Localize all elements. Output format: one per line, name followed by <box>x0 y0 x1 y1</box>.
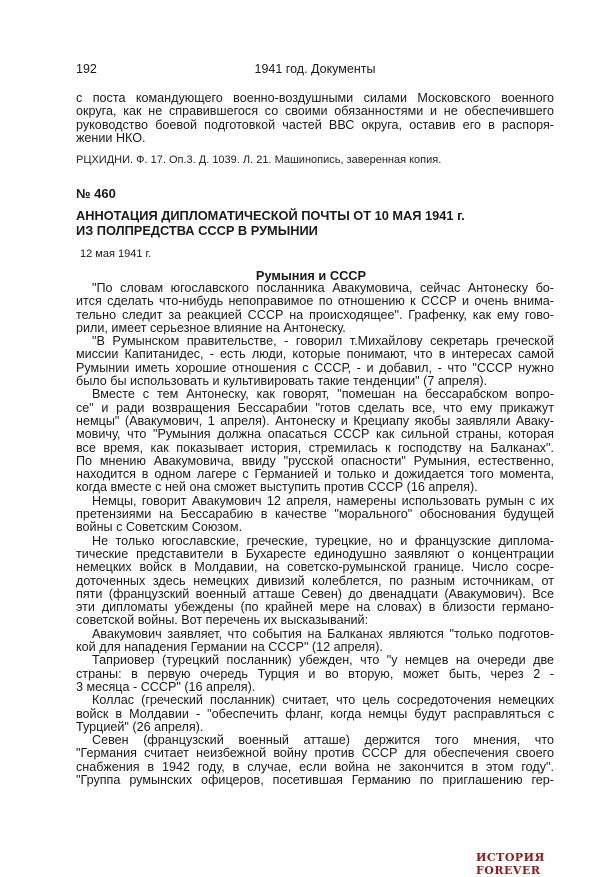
paragraph <box>76 335 554 388</box>
text-line: доточенных здесь немецких дивизий колеблется, по разным источникам, от <box>76 573 554 588</box>
text-line: Вместе с тем Антонеску, как говорят, "помешан на бессарабском вопро- <box>92 387 554 402</box>
document-date: 12 мая 1941 г. <box>80 248 152 260</box>
text-line: ится сделать что-нибудь непоправимое по отношению к СССР и очень внима- <box>76 294 554 309</box>
text-line: когда вместе с ней она сможет выступить против СССР (16 апреля). <box>76 480 478 495</box>
text-line: эти дипломаты убеждены (по крайней мере на словах) в близости германо- <box>76 600 554 615</box>
text-line: претензиями на Бессарабию в качестве "морального" обоснования будущей <box>76 507 554 522</box>
running-title: 1941 год. Документы <box>254 62 376 76</box>
text-line: руководство боевой подготовкой частей ВВС округа, оставив его в распоря- <box>76 117 554 132</box>
paragraph <box>76 734 554 787</box>
archive-source: РЦХИДНИ. Ф. 17. Оп.3. Д. 1039. Л. 21. Машинопись, заверенная копия. <box>76 154 442 166</box>
text-line: Немцы, говорит Авакумович 12 апреля, намерены использовать румын с их <box>92 493 554 508</box>
text-line: советской войны. Вот перечень их высказываний: <box>76 613 369 628</box>
text-line: се" и ради возвращения Бессарабии "готов сделать все, что ему прикажут <box>76 400 554 415</box>
title-line: АННОТАЦИЯ ДИПЛОМАТИЧЕСКОЙ ПОЧТЫ ОТ 10 МАЯ 1941 г. <box>76 208 465 223</box>
document-title <box>76 208 465 238</box>
paragraph <box>76 654 554 694</box>
text-line: рили, имеет серьезное влияние на Антонеску. <box>76 320 346 335</box>
text-line: Не только югославские, греческие, турецкие, но и французские диплома- <box>92 533 554 548</box>
text-line: немцы" (Авакумович, 1 апреля). Антонеску и Крециапу якобы заявляли Аваку- <box>76 413 554 428</box>
text-line: войны с Советским Союзом. <box>76 520 243 535</box>
text-line: 3 месяца - СССР" (16 апреля). <box>76 679 256 694</box>
text-line: "В Румынском правительстве, - говорил т.Михайлову секретарь греческой <box>92 334 554 349</box>
paragraph <box>76 388 554 494</box>
section-heading: Румыния и СССР <box>255 268 367 283</box>
document-number: № 460 <box>76 186 116 201</box>
text-line: "По словам югославского посланника Авакумовича, сейчас Антонеску бо- <box>92 281 554 295</box>
text-line: Севен (французский военный атташе) держится того мнения, что <box>92 733 554 748</box>
text-line: "Группа румынских офицеров, посетившая Германию по приглашению гер- <box>76 772 554 787</box>
paragraph <box>76 282 554 335</box>
previous-document-ending <box>76 92 554 145</box>
page-number: 192 <box>76 62 97 76</box>
paragraph <box>76 694 554 734</box>
text-line: Коллас (греческий посланник) считает, что цель сосредоточения немецких <box>92 693 554 708</box>
text-line: Турцией" (26 апреля). <box>76 719 204 734</box>
paragraph <box>76 535 554 628</box>
text-line: мовичу, что "Румыния должна опасаться СССР как сильной страны, которая <box>76 427 554 442</box>
watermark-logo: ИСТОРИЯ FOREVER <box>476 851 545 877</box>
text-line: все время, как показывает история, стремилась к господству на Балканах". <box>76 440 554 455</box>
text-line: округа, как не справившегося со своими обязанностями и не обеспечившего <box>76 104 554 119</box>
text-line: с поста командующего военно-воздушными силами Московского военного <box>76 91 554 105</box>
title-line: ИЗ ПОЛПРЕДСТВА СССР В РУМЫНИИ <box>76 223 318 238</box>
paragraph <box>76 495 554 535</box>
text-line: "Германия считает неизбежной войну против СССР для обеспечения своего <box>76 746 554 761</box>
text-line: тические представители в Бухаресте единодушно заявляют о концентрации <box>76 546 554 561</box>
text-line: Румынии иметь хорошие отношения с СССР, - и добавил, - что "СССР нужно <box>76 360 554 375</box>
text-line: миссии Капитанидес, - есть люди, которые понимают, что в интересах самой <box>76 347 554 362</box>
document-body <box>76 282 554 787</box>
text-line: Авакумович заявляет, что события на Балканах являются "только подготов- <box>92 626 554 641</box>
text-line: войск в Молдавии - "обеспечить фланг, когда немцы будут расправляться с <box>76 706 554 721</box>
text-line: По мнению Авакумовича, ввиду "русской опасности" Румыния, естественно, <box>76 453 554 468</box>
text-line: пяти (французский военный атташе Севен) до двенадцати (Авакумович). Все <box>76 586 554 601</box>
text-line: Таприовер (турецкий посланник) убежден, что "у немцев на очереди две <box>92 653 554 668</box>
text-line: немецких войск в Молдавии, на советско-румынской границе. Число сосре- <box>76 560 554 575</box>
text-line: было бы использовать и культивировать такие тенденции" (7 апреля). <box>76 374 488 389</box>
text-line: находится в одном лагере с Германией и только и дожидается того момента, <box>76 467 554 482</box>
paragraph <box>76 628 554 655</box>
text-line: снабжения в 1942 году, в случае, если война не закончится в этом году". <box>76 759 554 774</box>
text-line: жении НКО. <box>76 130 146 145</box>
text-line: кой для нападения Германии на СССР" (12 апреля). <box>76 640 383 655</box>
text-line: тельно следит за реакцией СССР на происходящее". Графенку, как ему гово- <box>76 307 554 322</box>
text-line: страны: в первую очередь Турция и во вторую, может быть, через 2 - <box>76 666 554 681</box>
